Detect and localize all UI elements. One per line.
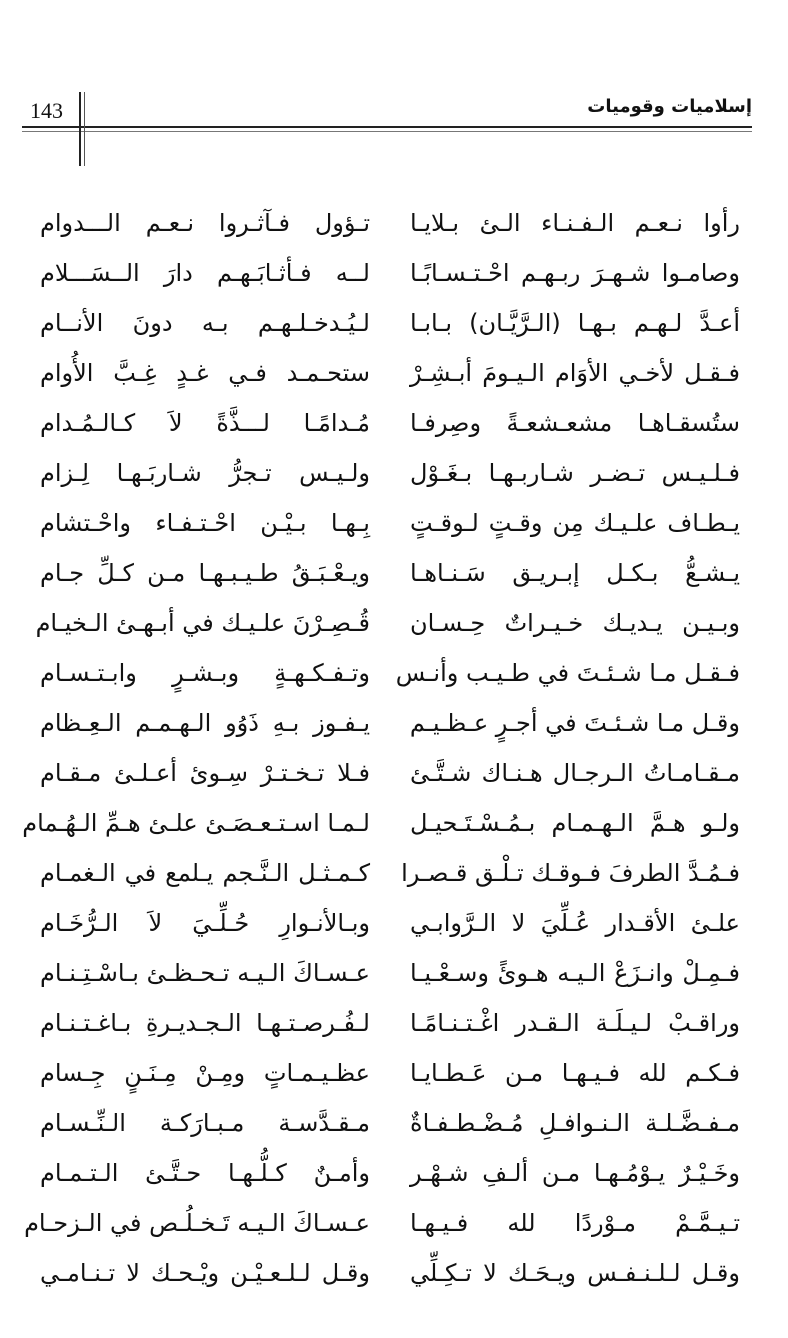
verse	[40, 698, 740, 748]
first-hemistich: فـمِـلْ وانـزَعْ الـيـه هـوئً وسـعْـيـا	[410, 959, 740, 987]
second-hemistich: وقـل لـلـعـيْـن ويْـحـك لا تـنـامـي	[40, 1259, 370, 1287]
second-hemistich: يـفـوز بـهِ ذَوُو الـهـمـم الـعِـظام	[40, 709, 370, 737]
verse	[40, 1098, 740, 1148]
header-rule	[22, 126, 752, 128]
second-hemistich: ويـعْـبَـقُ طـيـبـهـا مـن كـلِّ جـام	[40, 559, 370, 587]
first-hemistich: فـقـل مـا شـئـتَ في طـيـب وأنـس	[395, 659, 740, 687]
first-hemistich: وقـل لـلـنـفـس ويـحَـك لا تـكِـلِّي	[410, 1259, 740, 1287]
header-rule-thin	[22, 131, 752, 132]
verse	[40, 848, 740, 898]
second-hemistich: عظـيـمـاتٍ ومِـنْ مِـنَـنٍ جِـسام	[40, 1059, 370, 1087]
second-hemistich: لـيُـدخـلـهـم بـه دونَ الأنــام	[40, 309, 370, 337]
second-hemistich: وتـفـكـهـةٍ وبـشـرٍ وابـتـسـام	[40, 659, 370, 687]
second-hemistich: لــه فـأثـابَـهـم دارَ الــسَـــلام	[40, 259, 370, 287]
second-hemistich: قُـصِـرْنَ علـيـك في أبـهـئ الـخيـام	[35, 609, 370, 637]
verse	[40, 748, 740, 798]
verse	[40, 348, 740, 398]
first-hemistich: فـكـم لله فـيـهـا مـن عَـطـايـا	[410, 1059, 740, 1087]
first-hemistich: فـلـيـس تـضـر شـاربـهـا بـغَـوْل	[410, 459, 740, 487]
first-hemistich: وبـيـن يـديـك خـيـراتٌ حِـسـان	[410, 609, 740, 637]
first-hemistich: مـفـضَّـلـة الـنـوافـلِ مُـضْـطـفـاةٌ	[410, 1109, 740, 1137]
second-hemistich: تـؤول فـآثـروا نـعـم الـــدوام	[40, 209, 370, 237]
first-hemistich: ستُسقـاهـا مشعـشعـةً وصِرفـا	[410, 409, 740, 437]
verse	[40, 948, 740, 998]
second-hemistich: بِـهـا بـيْـن احْـتـفـاء واحْـتشام	[40, 509, 370, 537]
first-hemistich: وراقـبْ لـيـلَـة الـقـدر اغْـتـنـامًـا	[410, 1009, 740, 1037]
verse	[40, 398, 740, 448]
second-hemistich: مُـدامًـا لـــذَّةً لاَ كـالـمُـدام	[40, 409, 370, 437]
verse	[35, 598, 740, 648]
second-hemistich: لـمـا اسـتـعـصَـئ علـئ هـمِّ الـهُـمام	[22, 809, 370, 837]
header-vertical-rule	[79, 92, 81, 166]
first-hemistich: فـمُـدَّ الطرفَ فـوقـك تـلْـق قـصـرا	[401, 859, 740, 887]
verse	[40, 898, 740, 948]
verse	[40, 1248, 740, 1298]
verse	[40, 298, 740, 348]
first-hemistich: يـطـاف علـيـك مِن وقـتٍ لـوقـتٍ	[410, 509, 740, 537]
header-vertical-rule-thin	[84, 92, 85, 166]
verse	[40, 1048, 740, 1098]
second-hemistich: ستحـمـد فـي غـدٍ غِـبَّ الأُوام	[40, 359, 370, 387]
first-hemistich: وقـل مـا شـئـتَ في أجـرٍ عـظـيـم	[409, 709, 740, 737]
verse	[40, 448, 740, 498]
first-hemistich: وخَـيْـرٌ يـوْمُـهـا مـن ألـفِ شـهْـر	[410, 1159, 740, 1187]
page-number: 143	[30, 98, 63, 123]
running-title: إسلاميات وقوميات	[587, 96, 752, 117]
first-hemistich: علـئ الأقـدار عُـلِّيَ لا الـرَّوابـي	[410, 909, 740, 937]
first-hemistich: يـشـعُّ بـكـل إبـريـق سَـنـاهـا	[410, 559, 740, 587]
second-hemistich: لـفُـرصـتـهـا الـجـديـرةِ بـاغـتـنـام	[40, 1009, 370, 1037]
verse	[40, 648, 740, 698]
page-header	[22, 92, 752, 132]
verse	[40, 1148, 740, 1198]
first-hemistich: مـقـامـاتُ الـرجـال هـنـاك شـتَّـئ	[410, 759, 740, 787]
second-hemistich: وبـالأنـوارِ حُـلِّـيَ لاَ الـرُّخَـام	[40, 909, 370, 937]
second-hemistich: مـقـدَّسـة مـبـارَكـة الـنِّـسـام	[40, 1109, 370, 1137]
second-hemistich: فـلا تـخـتـرْ سِـوئ أعـلـئ مـقـام	[40, 759, 370, 787]
verse	[40, 198, 740, 248]
second-hemistich: عـسـاكَ الـيـه تـحـظـئ بـاسْـتِـنـام	[40, 959, 370, 987]
verse	[24, 1198, 740, 1248]
second-hemistich: وأمـنٌ كـلُّـهـا حـتَّـئ الـتـمـام	[40, 1159, 370, 1187]
first-hemistich: رأوا نـعـم الـفـنـاء الـئ بـلايـا	[410, 209, 740, 237]
poem	[22, 198, 740, 1298]
first-hemistich: أعـدَّ لـهـم بـهـا (الـرَّيَّـان) بـابـا	[410, 309, 740, 337]
verse	[40, 998, 740, 1048]
verse	[40, 548, 740, 598]
first-hemistich: تـيـمَّـمْ مـوْردًا لله فـيـهـا	[410, 1209, 740, 1237]
first-hemistich: ولـو هـمَّ الـهـمـام بـمُـسْـتَـحيـل	[410, 809, 740, 837]
verse	[22, 798, 740, 848]
verse	[40, 498, 740, 548]
second-hemistich: عـسـاكَ الـيـه تَـخـلُـص في الـزحـام	[24, 1209, 370, 1237]
first-hemistich: فـقـل لأخـي الأوَام الـيـومَ أبـشِـرْ	[410, 359, 740, 387]
second-hemistich: ولـيـس تـجرُّ شـاربَـهـا لِـزام	[40, 459, 370, 487]
first-hemistich: وصامـوا شـهـرَ ربـهـم احْـتـسـابًـا	[410, 259, 740, 287]
second-hemistich: كـمـثـل الـنَّـجم يـلمع في الـغمـام	[40, 859, 370, 887]
verse	[40, 248, 740, 298]
